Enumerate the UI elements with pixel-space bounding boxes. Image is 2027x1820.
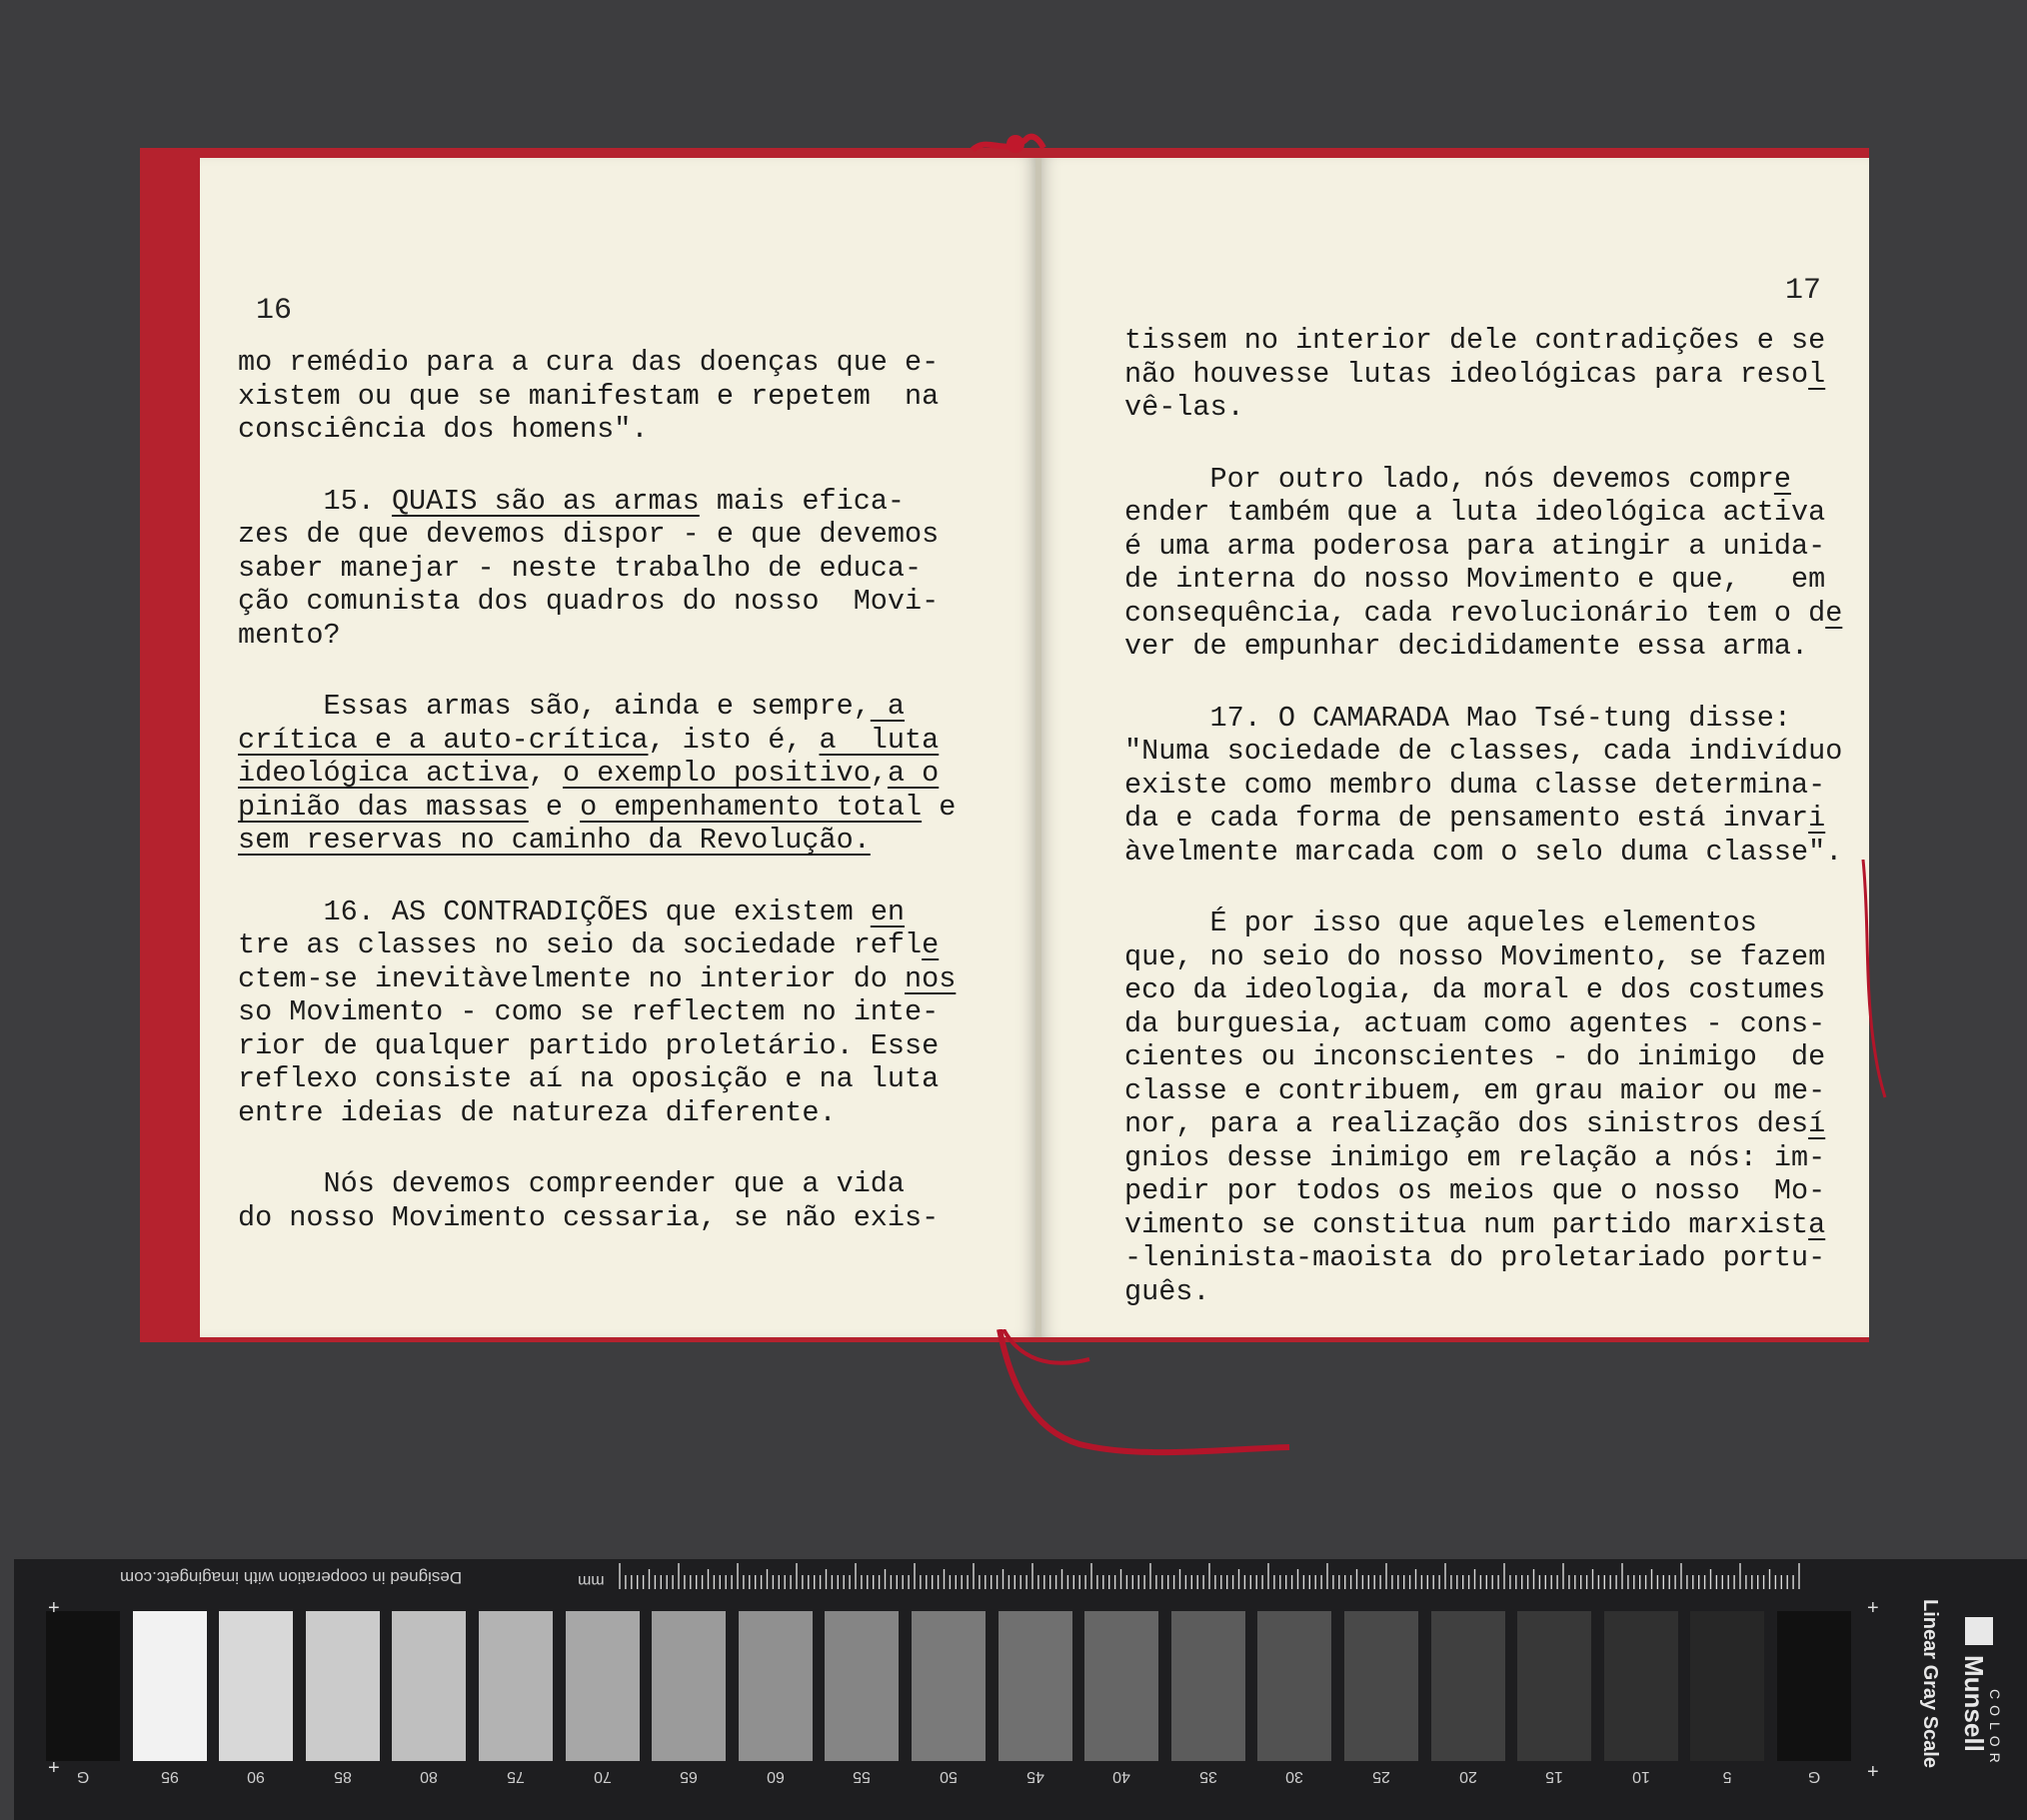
text-segment: existe como membro duma classe determina- bbox=[1124, 768, 1826, 802]
gray-patch bbox=[1431, 1611, 1505, 1761]
patch-label: 85 bbox=[333, 1768, 352, 1785]
gray-patch bbox=[306, 1611, 380, 1761]
text-line bbox=[238, 928, 956, 962]
patch-label: G bbox=[1807, 1768, 1821, 1785]
text-segment: 16. AS CONTRADIÇÕES que existem bbox=[238, 895, 871, 928]
text-line bbox=[1124, 1107, 1842, 1141]
text-line bbox=[238, 757, 956, 791]
text-line bbox=[1124, 1007, 1842, 1041]
paragraph-gap bbox=[238, 447, 956, 485]
text-line bbox=[1124, 1208, 1842, 1242]
text-segment: xistem ou que se manifestam e repetem na bbox=[238, 379, 940, 413]
text-line bbox=[1124, 496, 1842, 530]
text-line bbox=[238, 380, 956, 414]
text-segment: eco da ideologia, da moral e dos costumes bbox=[1124, 973, 1826, 1006]
patch-label: 15 bbox=[1545, 1768, 1564, 1785]
text-segment: da burguesia, actuam como agentes - cons- bbox=[1124, 1006, 1826, 1040]
patch-label: 25 bbox=[1372, 1768, 1390, 1785]
gray-patch bbox=[46, 1611, 120, 1761]
text-line bbox=[1124, 769, 1842, 803]
text-line bbox=[238, 1201, 956, 1235]
text-line bbox=[1124, 1174, 1842, 1208]
text-segment: ção comunista dos quadros do nosso Movi- bbox=[238, 585, 940, 618]
text-segment: mo remédio para a cura das doenças que e- bbox=[238, 346, 940, 379]
text-segment: vimento se constitua num partido marxist bbox=[1124, 1207, 1809, 1241]
underlined-text: a luta bbox=[819, 723, 940, 757]
text-line bbox=[238, 413, 956, 447]
underlined-text: e bbox=[922, 928, 940, 961]
text-segment: ender também que a luta ideológica activa bbox=[1124, 496, 1826, 529]
text-line bbox=[1124, 530, 1842, 564]
registration-mark: + bbox=[1867, 1761, 1879, 1783]
gray-patch bbox=[999, 1611, 1072, 1761]
text-line bbox=[238, 896, 956, 929]
text-segment: da e cada forma de pensamento está invar bbox=[1124, 802, 1809, 835]
gray-patch bbox=[1604, 1611, 1678, 1761]
text-segment: Essas armas são, ainda e sempre, bbox=[238, 690, 871, 723]
text-segment: rior de qualquer partido proletário. Esse bbox=[238, 1028, 940, 1062]
patch-label: 30 bbox=[1285, 1768, 1304, 1785]
text-line bbox=[238, 690, 956, 724]
text-line bbox=[238, 1062, 956, 1096]
text-line bbox=[238, 724, 956, 758]
patch-label: 90 bbox=[247, 1768, 266, 1785]
text-segment: mento? bbox=[238, 618, 341, 652]
text-segment: pedir por todos os meios que o nosso Mo- bbox=[1124, 1174, 1826, 1207]
patch-label: 5 bbox=[1722, 1768, 1732, 1785]
text-line bbox=[238, 1096, 956, 1130]
gray-patch bbox=[1690, 1611, 1764, 1761]
text-segment: , isto é, bbox=[648, 723, 820, 757]
text-segment: É por isso que aqueles elementos bbox=[1124, 907, 1757, 939]
text-segment: classe e contribuem, em grau maior ou me- bbox=[1124, 1073, 1826, 1107]
text-segment: tissem no interior dele contradições e se bbox=[1124, 324, 1826, 357]
gray-patch bbox=[652, 1611, 726, 1761]
gray-patch bbox=[1084, 1611, 1158, 1761]
scale-name: Linear Gray Scale bbox=[1919, 1599, 1941, 1768]
text-segment: e bbox=[528, 790, 581, 824]
brand-sub: COLOR bbox=[1987, 1689, 2003, 1769]
text-segment: de interna do nosso Movimento e que, em bbox=[1124, 563, 1826, 596]
text-segment: não houvesse lutas ideológicas para reso bbox=[1124, 357, 1809, 391]
gray-patch bbox=[1517, 1611, 1591, 1761]
text-segment: vê-las. bbox=[1124, 391, 1244, 424]
text-line bbox=[1124, 1040, 1842, 1074]
text-segment: cientes ou inconscientes - do inimigo de bbox=[1124, 1040, 1826, 1073]
paragraph-gap bbox=[1124, 869, 1842, 907]
text-line bbox=[238, 585, 956, 619]
underlined-text: í bbox=[1808, 1107, 1826, 1140]
gray-patch bbox=[1171, 1611, 1245, 1761]
gray-patch bbox=[479, 1611, 553, 1761]
text-segment: so Movimento - como se reflectem no inte- bbox=[238, 995, 940, 1028]
text-segment: àvelmente marcada com o selo duma classe". bbox=[1124, 835, 1843, 869]
munsell-logo-icon bbox=[1965, 1617, 1993, 1645]
text-segment: saber manejar - neste trabalho de educa- bbox=[238, 551, 923, 585]
text-line bbox=[238, 791, 956, 825]
patch-label: 95 bbox=[160, 1768, 179, 1785]
text-line bbox=[238, 346, 956, 380]
text-segment: -leninista-maoista do proletariado portu- bbox=[1124, 1241, 1826, 1274]
text-segment: gnios desse inimigo em relação a nós: im- bbox=[1124, 1140, 1826, 1174]
underlined-text: o empenhamento total bbox=[580, 790, 923, 824]
gray-patch bbox=[133, 1611, 207, 1761]
text-segment: ver de empunhar decididamente essa arma. bbox=[1124, 630, 1809, 663]
underlined-text: ideológica activa bbox=[238, 757, 529, 790]
underlined-text: pinião das massas bbox=[238, 790, 529, 824]
gray-patch bbox=[1257, 1611, 1331, 1761]
text-line bbox=[1124, 1241, 1842, 1275]
text-segment: mais efica- bbox=[699, 484, 906, 518]
registration-mark: + bbox=[48, 1757, 60, 1779]
patch-label: 50 bbox=[940, 1768, 958, 1785]
gray-patch bbox=[1777, 1611, 1851, 1761]
patch-label: 20 bbox=[1458, 1768, 1477, 1785]
binding-thread-top bbox=[968, 130, 1047, 160]
text-line bbox=[238, 619, 956, 653]
paragraph-gap bbox=[1124, 664, 1842, 702]
text-line bbox=[238, 518, 956, 552]
patch-label: 75 bbox=[507, 1768, 525, 1785]
text-line bbox=[1124, 1074, 1842, 1108]
text-line bbox=[1124, 836, 1842, 870]
patch-label: 65 bbox=[680, 1768, 699, 1785]
patch-label: 80 bbox=[420, 1768, 439, 1785]
text-line bbox=[1124, 907, 1842, 940]
text-segment: 15. bbox=[238, 484, 392, 518]
text-segment: que, no seio do nosso Movimento, se fazem bbox=[1124, 939, 1826, 973]
paragraph-gap bbox=[238, 652, 956, 690]
text-line bbox=[1124, 563, 1842, 597]
underlined-text: a bbox=[870, 690, 906, 723]
underlined-text: e bbox=[1773, 462, 1792, 496]
text-segment: é uma arma poderosa para atingir a unida- bbox=[1124, 529, 1826, 563]
paragraph-gap bbox=[1124, 425, 1842, 463]
text-line bbox=[1124, 630, 1842, 664]
book-gutter bbox=[1035, 158, 1041, 1337]
text-segment: consciência dos homens". bbox=[238, 413, 649, 446]
gray-patch bbox=[739, 1611, 813, 1761]
text-line bbox=[238, 824, 956, 858]
text-segment: Nós devemos compreender que a vida bbox=[238, 1167, 906, 1200]
underlined-text: a bbox=[1808, 1207, 1826, 1241]
underlined-text: crítica e a auto-crítica bbox=[238, 723, 649, 757]
text-segment: ctem-se inevitàvelmente no interior do bbox=[238, 961, 906, 995]
text-segment: "Numa sociedade de classes, cada indivíduo bbox=[1124, 735, 1843, 768]
ruler-unit: mm bbox=[578, 1572, 605, 1589]
text-line bbox=[238, 962, 956, 996]
text-line bbox=[1124, 702, 1842, 736]
registration-mark: + bbox=[48, 1597, 60, 1619]
text-segment: , bbox=[528, 757, 563, 790]
text-segment: consequência, cada revolucionário tem o d bbox=[1124, 596, 1826, 630]
patch-label: 45 bbox=[1025, 1768, 1044, 1785]
text-segment: e bbox=[922, 790, 957, 824]
underlined-text: o exemplo positivo bbox=[562, 757, 871, 790]
brand-name: Munsell bbox=[1959, 1655, 1989, 1752]
text-segment: guês. bbox=[1124, 1274, 1210, 1308]
patch-label: 10 bbox=[1631, 1768, 1650, 1785]
left-page-text bbox=[238, 346, 956, 1234]
text-segment: , bbox=[870, 757, 888, 790]
paragraph-gap bbox=[238, 1129, 956, 1167]
credit-text: Designed in cooperation with imagingetc.com bbox=[120, 1568, 463, 1587]
text-segment: nor, para a realização dos sinistros des bbox=[1124, 1107, 1809, 1140]
gray-patch bbox=[566, 1611, 640, 1761]
gray-patch bbox=[1344, 1611, 1418, 1761]
gray-patch bbox=[219, 1611, 293, 1761]
patch-label: 60 bbox=[766, 1768, 785, 1785]
registration-mark: + bbox=[1867, 1597, 1879, 1619]
mm-ruler bbox=[618, 1561, 1809, 1591]
text-line bbox=[1124, 973, 1842, 1007]
right-page-text bbox=[1124, 324, 1842, 1308]
text-segment: Por outro lado, nós devemos compr bbox=[1124, 462, 1774, 496]
text-line bbox=[238, 485, 956, 519]
underlined-text: i bbox=[1808, 802, 1826, 835]
patch-label: 55 bbox=[853, 1768, 872, 1785]
text-line bbox=[238, 995, 956, 1029]
patch-label: G bbox=[76, 1768, 90, 1785]
underlined-text: sem reservas no caminho da Revolução. bbox=[238, 824, 871, 857]
text-segment: reflexo consiste aí na oposição e na luta bbox=[238, 1062, 940, 1095]
text-line bbox=[1124, 940, 1842, 974]
binding-thread-bottom bbox=[990, 1329, 1299, 1469]
underlined-text: QUAIS são as armas bbox=[391, 484, 700, 518]
text-line bbox=[1124, 802, 1842, 836]
underlined-text: l bbox=[1808, 357, 1826, 391]
text-segment: tre as classes no seio da sociedade refl bbox=[238, 928, 923, 961]
text-segment: zes de que devemos dispor - e que devemos bbox=[238, 518, 940, 551]
paragraph-gap bbox=[238, 858, 956, 896]
patch-label: 70 bbox=[593, 1768, 612, 1785]
underlined-text: a o bbox=[887, 757, 940, 790]
text-line bbox=[1124, 391, 1842, 425]
patch-label: 40 bbox=[1112, 1768, 1131, 1785]
page-number-left: 16 bbox=[256, 294, 293, 328]
page-number-right: 17 bbox=[1785, 274, 1822, 308]
text-line bbox=[1124, 597, 1842, 631]
gray-patch bbox=[825, 1611, 899, 1761]
text-line bbox=[238, 1029, 956, 1063]
underlined-text: en bbox=[870, 895, 906, 928]
text-segment: 17. O CAMARADA Mao Tsé-tung disse: bbox=[1124, 701, 1792, 735]
binding-thread-side bbox=[1859, 860, 1889, 1099]
text-line bbox=[1124, 735, 1842, 769]
text-line bbox=[1124, 1141, 1842, 1175]
gray-patch bbox=[392, 1611, 466, 1761]
text-line bbox=[238, 552, 956, 586]
text-line bbox=[238, 1167, 956, 1201]
text-segment: do nosso Movimento cessaria, se não exis- bbox=[238, 1200, 940, 1234]
text-segment: entre ideias de natureza diferente. bbox=[238, 1095, 837, 1129]
text-line bbox=[1124, 324, 1842, 358]
text-line bbox=[1124, 1275, 1842, 1309]
patch-label: 35 bbox=[1198, 1768, 1217, 1785]
underlined-text: nos bbox=[905, 961, 957, 995]
text-line bbox=[1124, 358, 1842, 392]
text-line bbox=[1124, 463, 1842, 497]
gray-patch bbox=[912, 1611, 986, 1761]
underlined-text: e bbox=[1825, 596, 1843, 630]
